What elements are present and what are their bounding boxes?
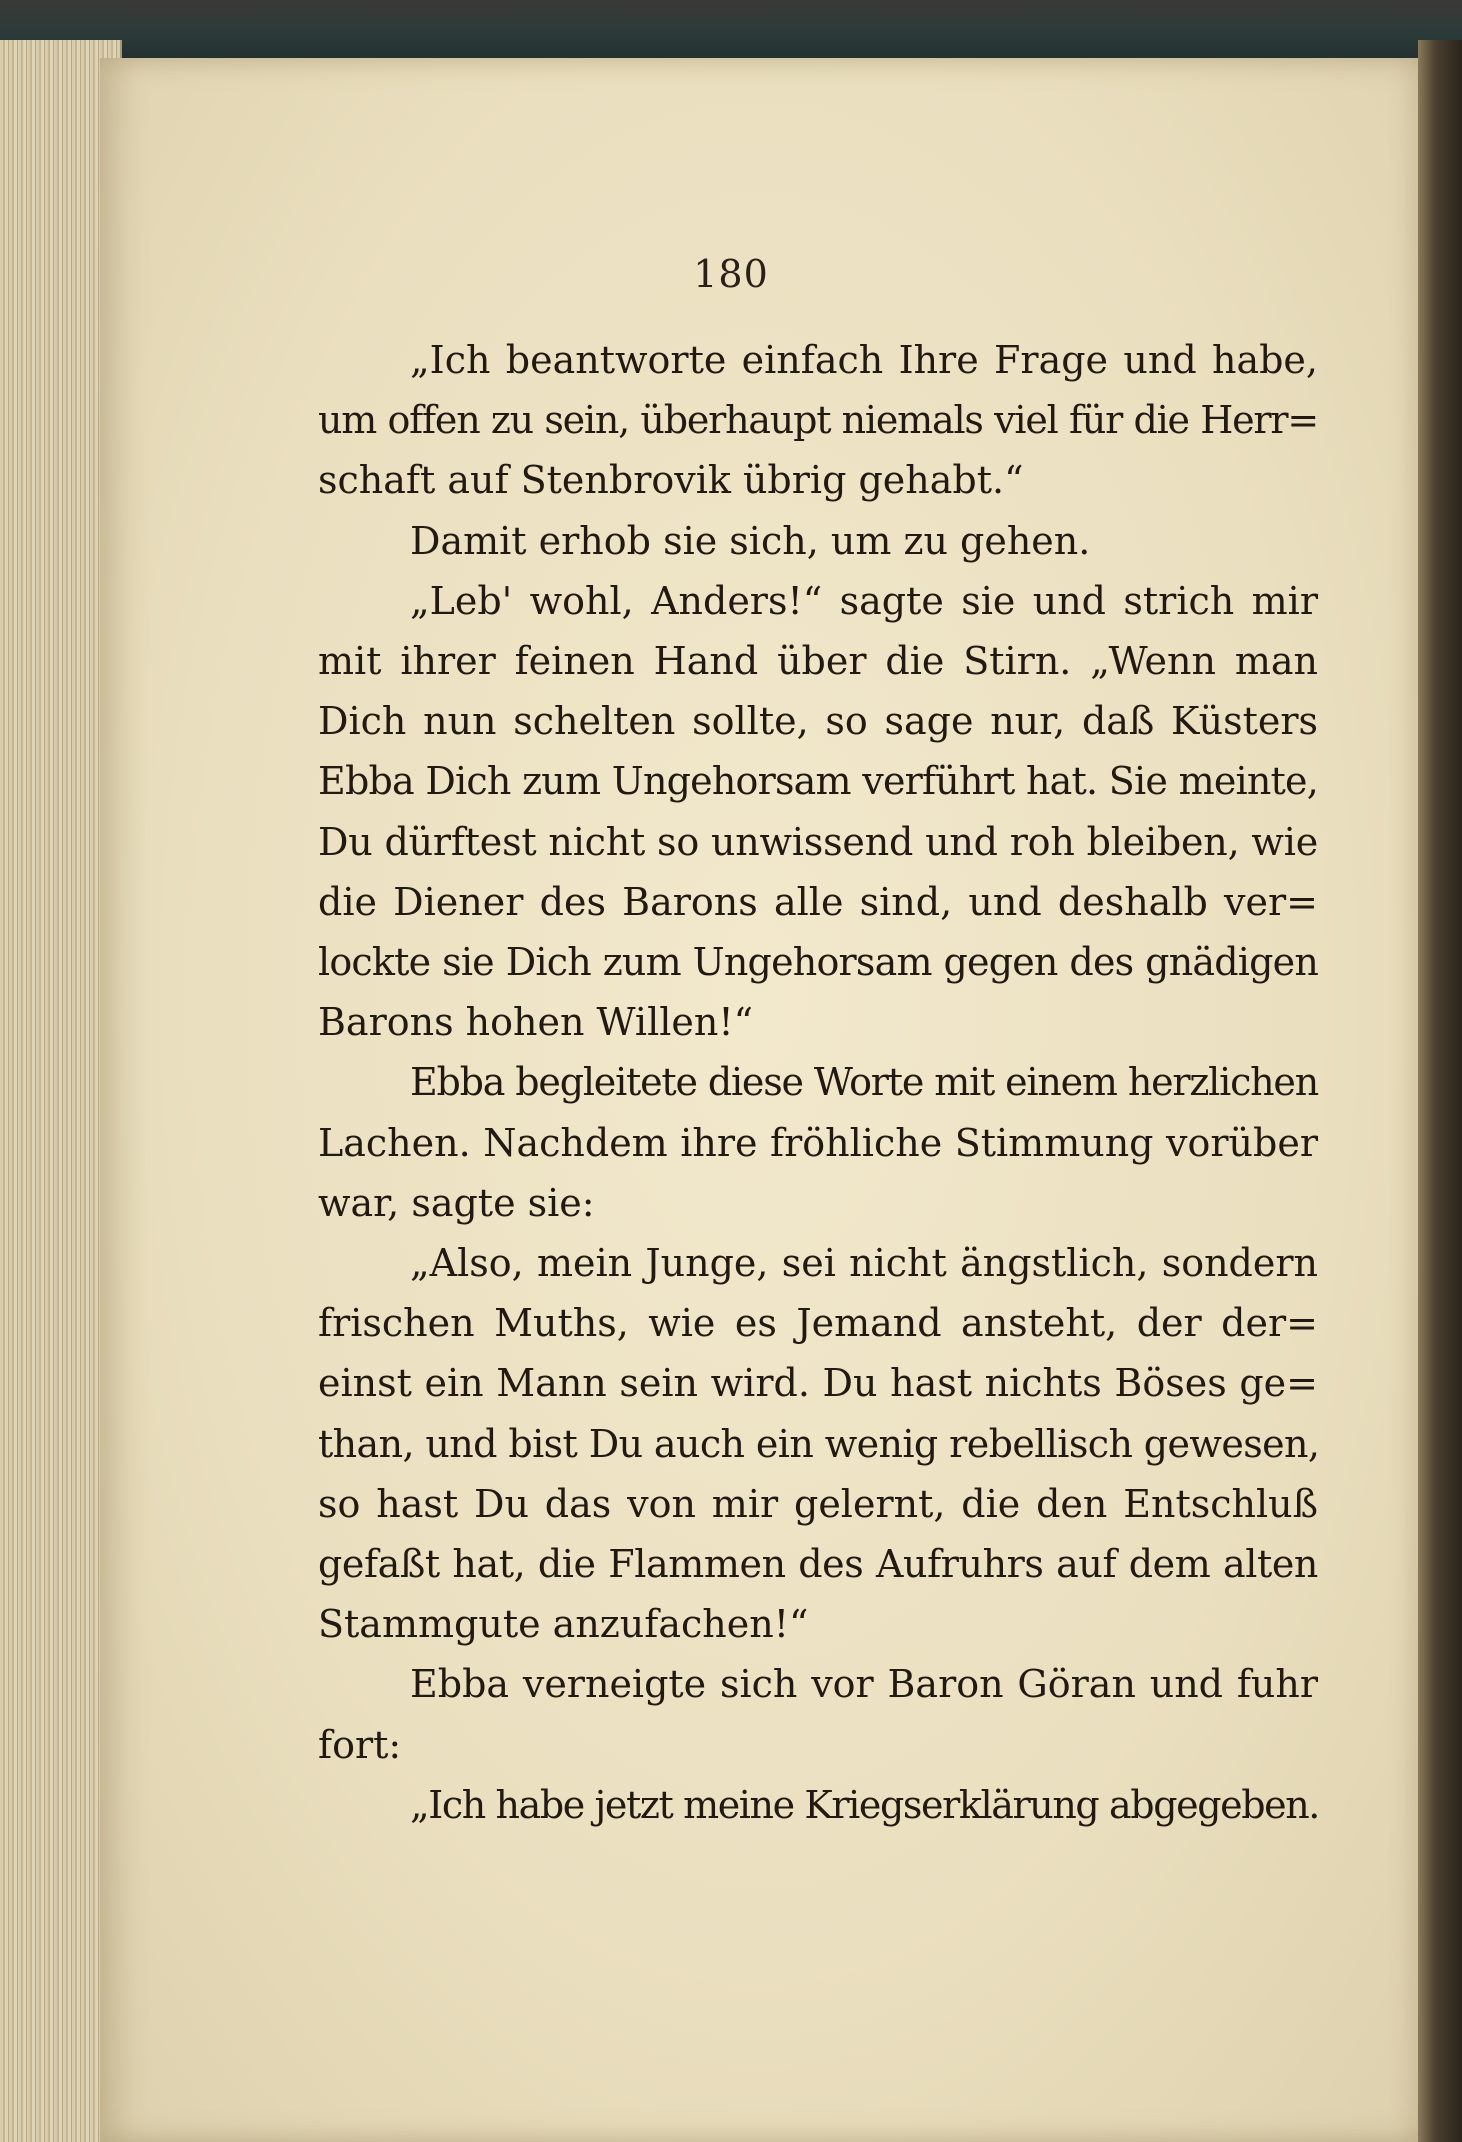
text-line: war, sagte sie: xyxy=(318,1180,595,1225)
text-line: Damit erhob sie sich, um zu gehen. xyxy=(410,518,1091,563)
text-line: „Ich beantworte einfach Ihre Frage und habe, xyxy=(410,338,1318,382)
text-line: „Also, mein Junge, sei nicht ängstlich, sondern xyxy=(410,1241,1318,1286)
text-line: Ebba begleitete diese Worte mit einem herzlichen xyxy=(410,1060,1318,1105)
text-line: fort: xyxy=(318,1722,402,1767)
book-cover-edge xyxy=(0,0,1462,60)
text-line: Ebba Dich zum Ungehorsam verführt hat. Sie meinte, xyxy=(318,759,1318,804)
page-text xyxy=(318,330,1318,1835)
text-line: um offen zu sein, überhaupt niemals viel für die Herr= xyxy=(318,398,1318,443)
text-line: Stammgute anzufachen!“ xyxy=(318,1602,809,1647)
book-spine-edge xyxy=(1418,40,1462,2142)
text-line: mit ihrer feinen Hand über die Stirn. „Wenn man xyxy=(318,639,1318,684)
page-number: 180 xyxy=(693,252,769,296)
text-line: than, und bist Du auch ein wenig rebellisch gewesen, xyxy=(318,1421,1320,1466)
text-line: lockte sie Dich zum Ungehorsam gegen des gnädigen xyxy=(318,940,1318,985)
text-line: „Leb' wohl, Anders!“ sagte sie und strich mir xyxy=(410,578,1318,623)
text-line: einst ein Mann sein wird. Du hast nichts Böses ge= xyxy=(318,1361,1318,1406)
text-line: Du dürftest nicht so unwissend und roh bleiben, wie xyxy=(318,819,1318,864)
text-line: frischen Muths, wie es Jemand ansteht, der der= xyxy=(318,1301,1318,1346)
text-line: Ebba verneigte sich vor Baron Göran und fuhr xyxy=(410,1662,1318,1707)
text-line: „Ich habe jetzt meine Kriegserklärung abgegeben. xyxy=(410,1782,1319,1827)
text-line: Barons hohen Willen!“ xyxy=(318,1000,754,1045)
text-line: gefaßt hat, die Flammen des Aufruhrs auf dem alten xyxy=(318,1542,1318,1587)
text-line: schaft auf Stenbrovik übrig gehabt.“ xyxy=(318,458,1024,503)
text-line: Dich nun schelten sollte, so sage nur, daß Küsters xyxy=(318,699,1318,744)
text-line: Lachen. Nachdem ihre fröhliche Stimmung vorüber xyxy=(318,1120,1318,1165)
text-line: die Diener des Barons alle sind, und deshalb ver= xyxy=(318,879,1318,924)
text-line: so hast Du das von mir gelernt, die den Entschluß xyxy=(318,1481,1318,1526)
